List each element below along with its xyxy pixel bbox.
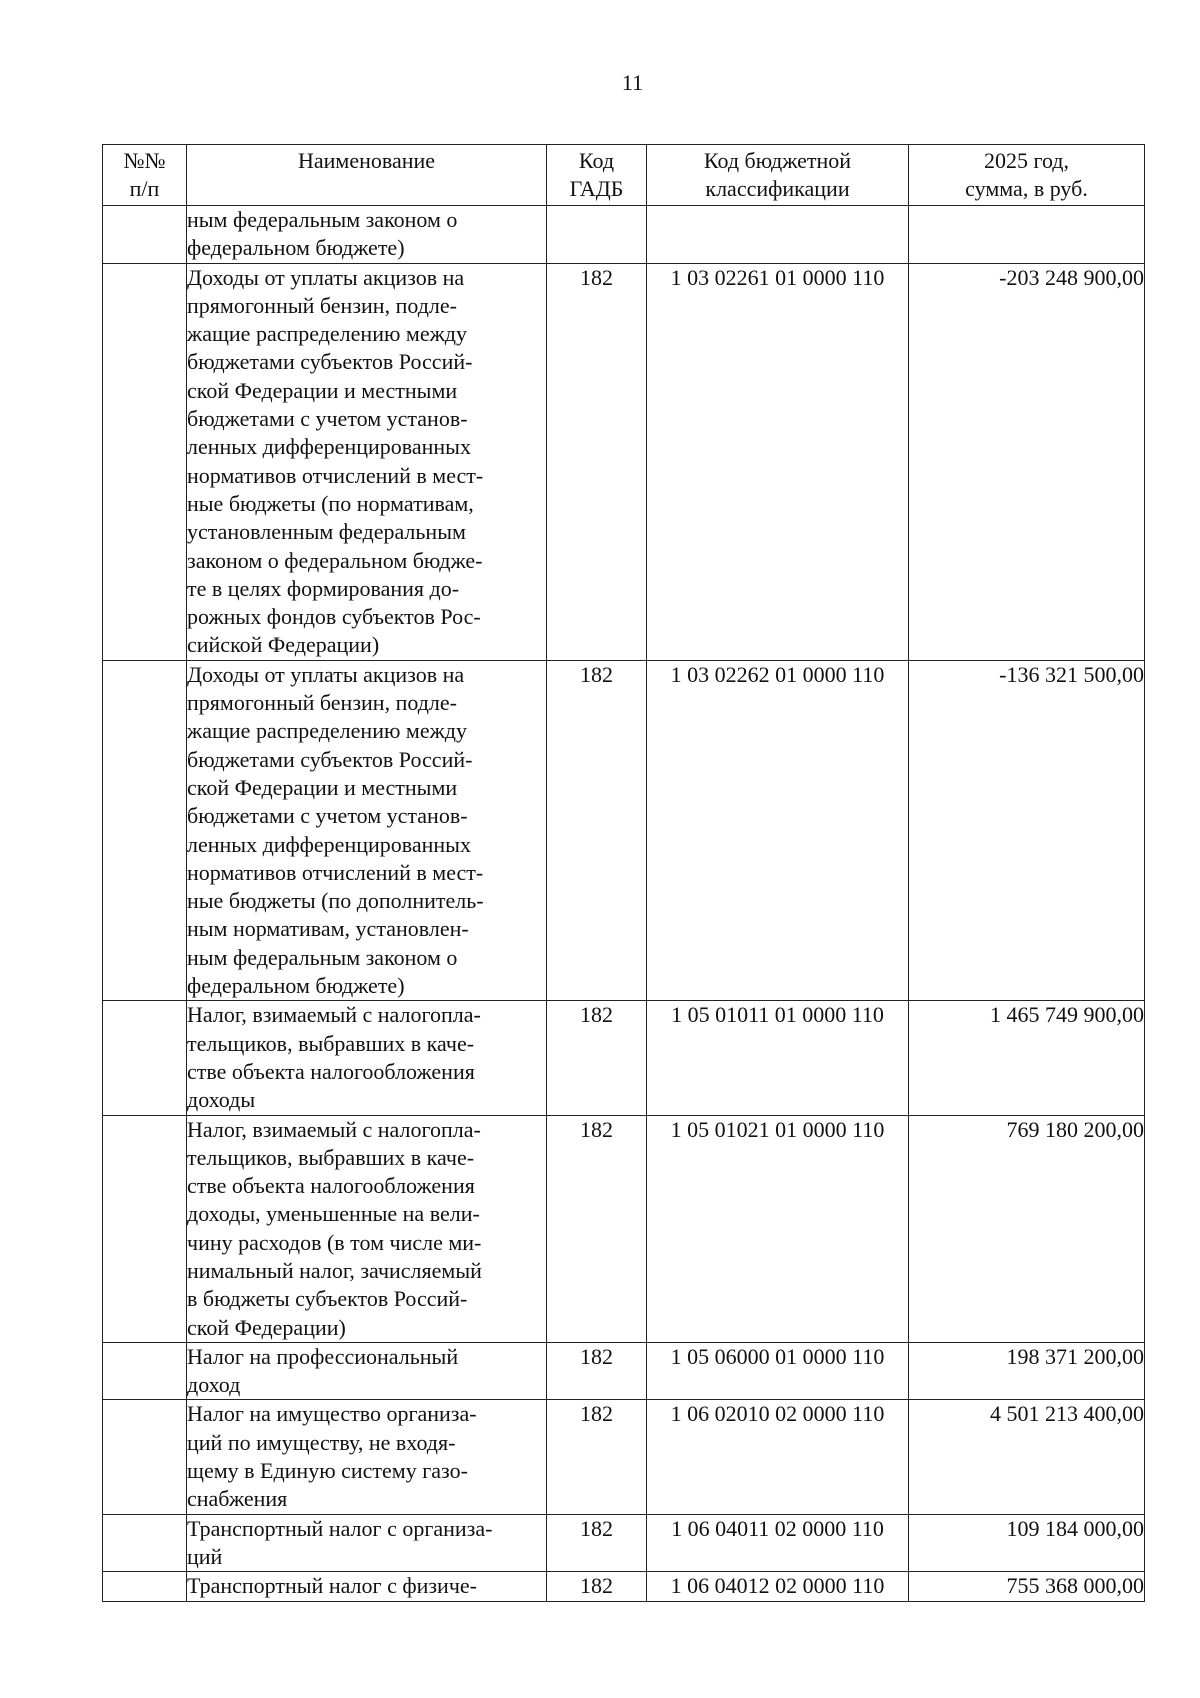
row-kbk-cell: 1 05 01021 01 0000 110	[647, 1115, 909, 1342]
header-gadb-line: Код	[578, 148, 615, 173]
row-kbk-cell: 1 05 01011 01 0000 110	[647, 1001, 909, 1115]
row-number-cell	[103, 660, 187, 1001]
row-name-line: чину расходов (в том числе ми-	[187, 1229, 482, 1255]
row-kbk-cell: 1 06 02010 02 0000 110	[647, 1400, 909, 1514]
table-body	[103, 206, 1145, 1602]
row-name-line: ской Федерации и местными	[187, 377, 458, 403]
row-kbk-cell: 1 05 06000 01 0000 110	[647, 1342, 909, 1400]
row-name-line: Доходы от уплаты акцизов на	[187, 661, 465, 687]
table-row	[103, 1572, 1145, 1601]
row-name-line: в бюджеты субъектов Россий-	[187, 1286, 468, 1312]
row-name-line: ные бюджеты (по дополнитель-	[187, 888, 484, 914]
row-name-line: те в целях формирования до-	[187, 575, 460, 601]
row-name-line: Налог на профессиональный	[187, 1343, 459, 1369]
row-name-line: жащие распределению между	[187, 718, 467, 744]
row-sum-cell	[909, 206, 1145, 264]
row-kbk-cell: 1 03 02261 01 0000 110	[647, 263, 909, 660]
row-name-line: Транспортный налог с физиче-	[187, 1573, 477, 1599]
header-name-line: Наименование	[297, 148, 436, 173]
row-gadb-cell: 182	[547, 1400, 647, 1514]
row-kbk-cell	[647, 206, 909, 264]
row-name-line: доход	[187, 1372, 241, 1398]
row-name-line: нормативов отчислений в мест-	[187, 462, 484, 488]
header-name	[187, 145, 547, 206]
row-name-line: ций	[187, 1543, 223, 1569]
row-number-cell	[103, 1115, 187, 1342]
row-number-cell	[103, 1342, 187, 1400]
row-gadb-cell: 182	[547, 660, 647, 1001]
table-row	[103, 660, 1145, 1001]
header-kbk-line: классификации	[705, 176, 850, 201]
row-kbk-cell: 1 06 04012 02 0000 110	[647, 1572, 909, 1601]
row-name-line: ций по имуществу, не входя-	[187, 1429, 456, 1455]
row-name-line: ленных дифференцированных	[187, 434, 471, 460]
row-sum-cell: -136 321 500,00	[909, 660, 1145, 1001]
row-gadb-cell: 182	[547, 1572, 647, 1601]
page-number: 11	[621, 70, 644, 95]
header-sum-line: 2025 год,	[983, 148, 1070, 173]
header-kbk-line: Код бюджетной	[703, 148, 852, 173]
row-name-cell	[187, 1572, 547, 1601]
row-name-line: прямогонный бензин, подле-	[187, 690, 457, 716]
table-row	[103, 1400, 1145, 1514]
row-name-line: прямогонный бензин, подле-	[187, 292, 457, 318]
row-kbk-cell: 1 03 02262 01 0000 110	[647, 660, 909, 1001]
row-name-line: Налог на имущество организа-	[187, 1401, 477, 1427]
header-num-line: №№	[123, 148, 166, 173]
row-name-line: бюджетами с учетом установ-	[187, 406, 468, 432]
row-gadb-cell: 182	[547, 1342, 647, 1400]
row-name-line: Доходы от уплаты акцизов на	[187, 264, 465, 290]
row-name-line: бюджетами субъектов Россий-	[187, 746, 473, 772]
header-num-line: п/п	[129, 176, 160, 201]
row-name-cell	[187, 660, 547, 1001]
row-name-cell	[187, 263, 547, 660]
header-num	[103, 145, 187, 206]
table-row	[103, 206, 1145, 264]
row-name-line: ленных дифференцированных	[187, 831, 471, 857]
row-sum-cell: 198 371 200,00	[909, 1342, 1145, 1400]
row-number-cell	[103, 1400, 187, 1514]
row-name-line: стве объекта налогообложения	[187, 1173, 475, 1199]
row-name-line: доходы, уменьшенные на вели-	[187, 1201, 480, 1227]
row-name-line: бюджетами с учетом установ-	[187, 803, 468, 829]
row-sum-cell: -203 248 900,00	[909, 263, 1145, 660]
row-name-line: ные бюджеты (по нормативам,	[187, 490, 474, 516]
row-name-line: законом о федеральном бюдже-	[187, 547, 483, 573]
row-sum-cell: 755 368 000,00	[909, 1572, 1145, 1601]
row-name-line: рожных фондов субъектов Рос-	[187, 604, 481, 630]
row-number-cell	[103, 206, 187, 264]
row-name-line: тельщиков, выбравших в каче-	[187, 1030, 475, 1056]
row-name-line: доходы	[187, 1087, 256, 1113]
row-name-line: установленным федеральным	[187, 519, 466, 545]
row-name-cell	[187, 1514, 547, 1572]
header-sum	[909, 145, 1145, 206]
row-name-cell	[187, 1400, 547, 1514]
row-name-line: сийской Федерации)	[187, 632, 380, 658]
row-sum-cell: 109 184 000,00	[909, 1514, 1145, 1572]
row-name-line: ской Федерации)	[187, 1314, 346, 1340]
header-sum-line: сумма, в руб.	[965, 176, 1088, 201]
row-gadb-cell: 182	[547, 1001, 647, 1115]
row-name-line: ным федеральным законом о	[187, 207, 458, 232]
row-sum-cell: 769 180 200,00	[909, 1115, 1145, 1342]
row-name-line: нимальный налог, зачисляемый	[187, 1257, 482, 1283]
row-name-line: федеральном бюджете)	[187, 973, 405, 999]
row-number-cell	[103, 1514, 187, 1572]
table-row	[103, 1342, 1145, 1400]
row-name-line: снабжения	[187, 1486, 288, 1512]
row-name-line: ской Федерации и местными	[187, 774, 458, 800]
row-gadb-cell: 182	[547, 1514, 647, 1572]
row-name-line: жащие распределению между	[187, 321, 467, 347]
row-name-line: бюджетами субъектов Россий-	[187, 349, 473, 375]
row-name-line: ным федеральным законом о	[187, 944, 458, 970]
budget-revenue-table	[102, 144, 1145, 1602]
row-name-cell	[187, 1115, 547, 1342]
table-row	[103, 1514, 1145, 1572]
row-name-line: Налог, взимаемый с налогопла-	[187, 1002, 481, 1028]
table-row	[103, 263, 1145, 660]
row-sum-cell: 1 465 749 900,00	[909, 1001, 1145, 1115]
row-name-cell	[187, 1342, 547, 1400]
row-name-line: Транспортный налог с организа-	[187, 1515, 493, 1541]
row-name-line: тельщиков, выбравших в каче-	[187, 1144, 475, 1170]
row-name-line: ным нормативам, установлен-	[187, 916, 469, 942]
row-name-cell	[187, 206, 547, 264]
header-gadb	[547, 145, 647, 206]
row-gadb-cell: 182	[547, 1115, 647, 1342]
table-header-row	[103, 145, 1145, 206]
row-sum-cell: 4 501 213 400,00	[909, 1400, 1145, 1514]
row-gadb-cell: 182	[547, 263, 647, 660]
row-name-line: нормативов отчислений в мест-	[187, 859, 484, 885]
row-name-line: федеральном бюджете)	[187, 235, 405, 261]
table-row	[103, 1001, 1145, 1115]
row-name-line: Налог, взимаемый с налогопла-	[187, 1116, 481, 1142]
row-name-line: щему в Единую систему газо-	[187, 1458, 468, 1484]
row-name-cell	[187, 1001, 547, 1115]
row-kbk-cell: 1 06 04011 02 0000 110	[647, 1514, 909, 1572]
row-number-cell	[103, 1572, 187, 1601]
header-kbk	[647, 145, 909, 206]
row-name-line: стве объекта налогообложения	[187, 1058, 475, 1084]
row-number-cell	[103, 263, 187, 660]
header-gadb-line: ГАДБ	[569, 176, 624, 201]
row-gadb-cell	[547, 206, 647, 264]
row-number-cell	[103, 1001, 187, 1115]
table-row	[103, 1115, 1145, 1342]
